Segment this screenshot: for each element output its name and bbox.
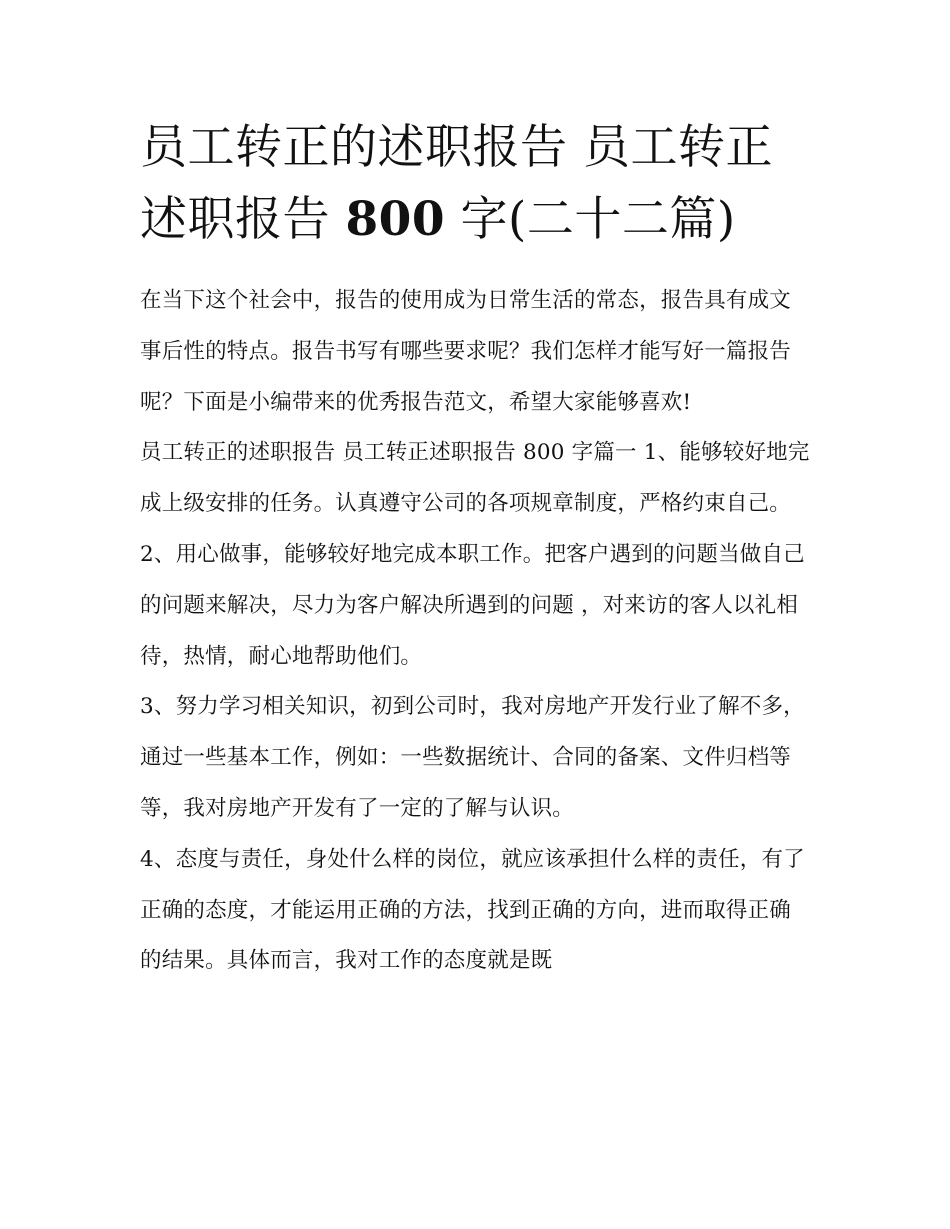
section-3-paragraph: 3、努力学习相关知识，初到公司时，我对房地产开发行业了解不多，通过一些基本工作，例如：一些数据统计、合同的备案、文件归档等等，我对房地产开发有了一定的了解与认识。: [140, 694, 805, 821]
intro-paragraph: 在当下这个社会中，报告的使用成为日常生活的常态，报告具有成文事后性的特点。报告书写有哪些要求呢？我们怎样才能写好一篇报告呢？下面是小编带来的优秀报告范文，希望大家能够喜欢!: [140, 288, 792, 415]
section-1-paragraph: 员工转正的述职报告 员工转正述职报告 800 字篇一 1、能够较好地完成上级安排的任务。认真遵守公司的各项规章制度，严格约束自己。: [140, 440, 810, 517]
section-2-paragraph: 2、用心做事，能够较好地完成本职工作。把客户遇到的问题当做自己的问题来解决，尽力为客户解决所遇到的问题 ，对来访的客人以礼相待，热情，耐心地帮助他们。: [140, 541, 805, 669]
section-4-paragraph: 4、态度与责任，身处什么样的岗位，就应该承担什么样的责任，有了正确的态度，才能运用正确的方法，找到正确的方向，进而取得正确的结果。具体而言，我对工作的态度就是既: [140, 846, 805, 974]
document-title: [140, 112, 805, 256]
title-text-part1: 员工转正的述职报告 员工转正述职报告: [140, 120, 773, 247]
title-text-number: 800: [345, 192, 446, 247]
title-text-part2: 字(二十二篇): [460, 192, 736, 247]
document-content: [140, 112, 812, 987]
